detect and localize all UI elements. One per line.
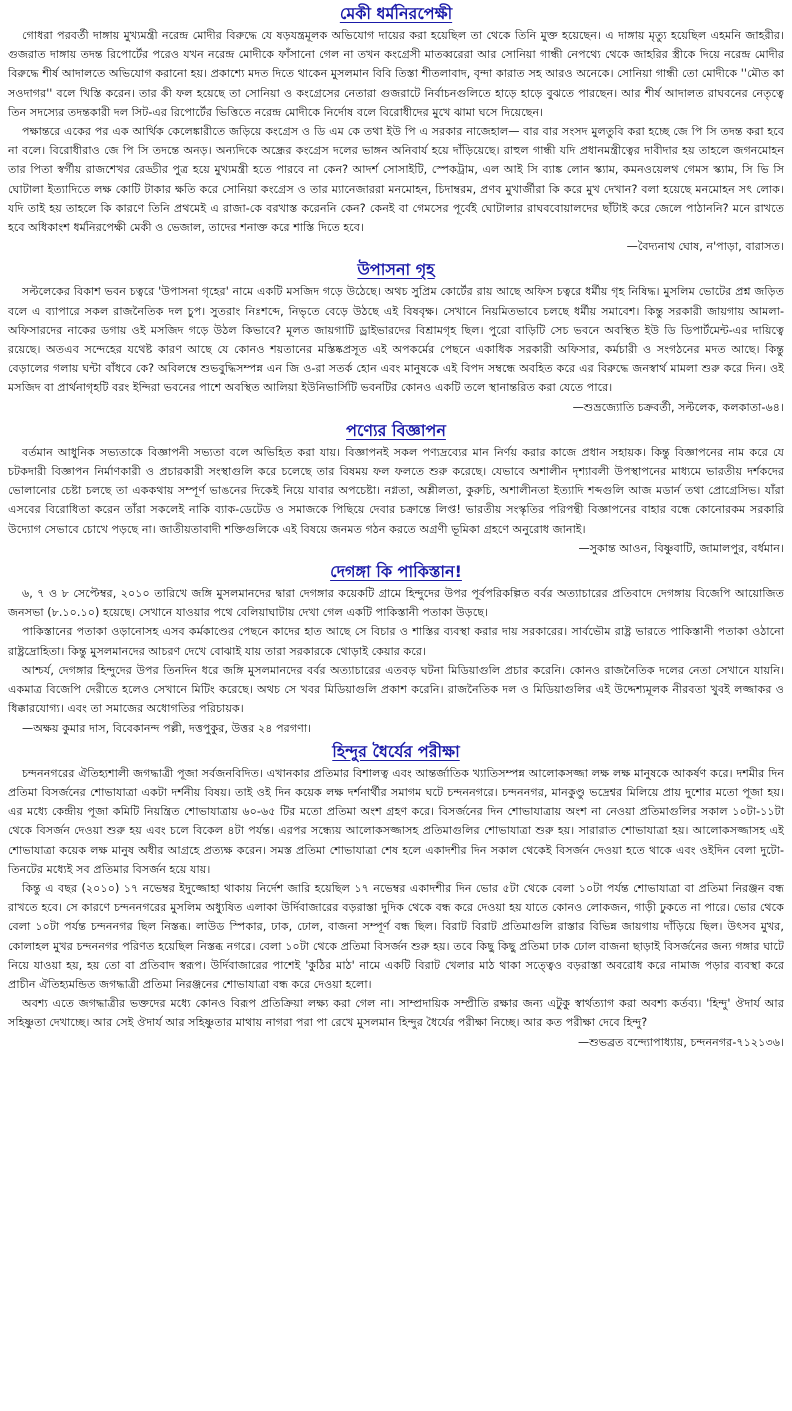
letter-signature: —শুভব্রত বন্দ্যোপাধ্যায়, চন্দননগর-৭১২১৩৬। [577,1035,784,1049]
letter-paragraph: চন্দননগরের ঐতিহ্যশালী জগদ্ধাত্রী পূজা সর্বজনবিদিত। এখানকার প্রতিমার বিশালত্ব এবং আন্তর্জাতিক খ্যাতিসম্পন্ন আলোকসজ্জা লক্ষ লক্ষ মানুষকে আকর্ষণ করে। দশমীর দিন প্রতিমা বিসর্জনের শোভাযাত্রা একটা দর্শনীয় বিষয়। তাই ওই দিন কয়েক লক্ষ দর্শনার্থীর সমাগম ঘটে চন্দননগরে। চন্দননগর, মানকুণ্ডু ভদ্রেশ্বর মিলিয়ে প্রায় দুশোর মতো পূজা হয়। এর মধ্যে কেন্দ্রীয় পূজা কমিটি নিয়ন্ত্রিত শোভাযাত্রায় ৬০-৬৫ টির মতো প্রতিমা অংশ গ্রহণ করে। বিসর্জনের দিন শোভাযাত্রায় অংশ না নেওয়া প্রতিমাগুলির সকাল ১০টা-১১টা থেকে বিসর্জন দেওয়া শুরু হয় এবং চলে বিকেল ৪টা পর্যন্ত। এরপর সন্ধ্যেয় আলোকসজ্জাসহ প্রতিমাগুলির শোভাযাত্রা শুরু হয়। সারারাত শোভাযাত্রা হয়। আলোকসজ্জাসহ এই শোভাযাত্রা কয়েক লক্ষ মানুষ অধীর আগ্রহে প্রত্যক্ষ করেন। সমস্ত প্রতিমা শোভাযাত্রা শেষ হলে একাদশীর দিন সকাল থেকেই বিসর্জন দেওয়া হতে থাকে এবং ওইদিন বেলা দুটো-তিনটের মধ্যেই সব প্রতিমার বিসর্জন হয়ে যায়। [8,766,784,876]
letter-signature: —অক্ষয় কুমার দাস, বিবেকানন্দ পল্লী, দত্তপুকুর, উত্তর ২৪ পরগণা। [22,721,312,735]
letter-paragraph: পক্ষান্তরে একের পর এক আর্থিক কেলেঙ্কারীতে জড়িয়ে কংগ্রেস ও ডি এম কে তথা ইউ পি এ সরকার নাজেহাল— বার বার সংসদ মুলতুবি করা হচ্ছে জে পি সি তদন্ত করা হবে না বলে। বিরোধীরাও জে পি সি তদন্তে অনড়। অন্যদিকে অন্ধ্রের কংগ্রেস দলের ভাঙ্গন অনিবার্য হয়ে দাঁড়িয়েছে। রাহুল গান্ধী যদি প্রধানমন্ত্রীত্বের দাবীদার হয় তাহলে জগনমোহন তার পিতা স্বর্গীয় রাজশেখর রেড্ডীর পুত্র হয়ে মুখ্যমন্ত্রী হতে পারবে না কেন? আদর্শ সোসাইটি, স্পেকট্রাম, এল আই সি ব্যাঙ্ক লোন স্ক্যাম, কমনওয়েলথ গেমস স্ক্যাম, সি ভি সি ঘোটালা ইত্যাদিতে লক্ষ কোটি টাকার ক্ষতি করে সোনিয়া কংগ্রেস ও তার ম্যানেজাররা মনমোহন, চিদাম্বরম, প্রণব মুখার্জীরা কি করে মুখ দেখান? বলা হয়েছে মনমোহন সৎ লোক। যদি তাই হয় তাহলে কি কারণে তিনি প্রথমেই এ রাজা-কে বরখাস্ত করেননি কেন? কেনই বা গেমসের পূর্বেই ঘোটালার রাঘববোয়ালদের ছাঁটাই করে জেলে পাঠাননি? মনে রাখতে হবে অধিকাংশ ধর্মনিরপেক্ষী মেকী ও ভেজাল, তাদের শনাক্ত করে শাস্তি দিতে হবে। [8,125,784,235]
letter-signature: —বৈদ্যনাথ ঘোষ, ন'পাড়া, বারাসত। [626,240,784,254]
letter-paragraph: সল্টলেকের বিকাশ ভবন চত্বরে 'উপাসনা গৃহের' নামে একটি মসজিদ গড়ে উঠেছে। অথচ সুপ্রিম কোর্টের রায় আছে অফিস চত্বরে ধর্মীয় গৃহ নিষিদ্ধ। মুসলিম ভোটের প্রশ্ন জড়িত বলে এ ব্যাপারে সকল রাজনৈতিক দল চুপ। সুতরাং নিঃশব্দে, নিভৃতে বেড়ে উঠছে এই বিষবৃক্ষ। সেখানে নিয়মিতভাবে চলছে ধর্মীয় সমাবেশ। কিন্তু সরকারী জায়গায় আমলা-অফিসারদের নাকের ডগায় ওই মসজিদ গড়ে উঠল কিভাবে? মূলত জায়গাটি ড্রাইভারদের বিশ্রামগৃহ ছিল। পুরো বাড়িটি সেচ ভবনে অবস্থিত ইউ ডি ডিপার্টমেন্ট-এর দায়িত্বে রয়েছে। অতএব সন্দেহের যথেষ্ট কারণ আছে যে কোনও শয়তানের মস্তিষ্কপ্রসূত এই অপকর্মের পেছনে একাধিক সরকারী অফিসার, কর্মচারী ও সংগঠনের মদত আছে। কিন্তু বেড়ালের গলায় ঘন্টা বাঁধবে কে? অবিলম্বে শুভবুদ্ধিসম্পন্ন এন জি ও-রা সতর্ক হোন এবং মানুষকে এই বিপদ সম্বন্ধে অবহিত করে এর বিরুদ্ধে জনস্বার্থ মামলা শুরু করে দিন। ওই মসজিদ বা প্রার্থনাগৃহটি বরং ইন্দিরা ভবনের পাশে অবস্থিত আলিয়া ইউনিভার্সিটি ভবনটির কোনও একটি তলে স্থানান্তরিত করা যেতে পারে। [8,285,784,395]
letter-signature: —শুভ্রজ্যোতি চক্রবর্তী, সল্টলেক, কলকাতা-৬৪। [572,400,784,414]
letter-paragraph: গোধরা পরবর্তী দাঙ্গায় মুখ্যমন্ত্রী নরেন্দ্র মোদীর বিরুদ্ধে যে ষড়যন্ত্রমূলক অভিযোগ দায়ের করা হয়েছিল তা থেকে তিনি মুক্ত হয়েছেন। এ দাঙ্গায় মৃত্যু হয়েছিল এহমনি জাহরীর। গুজরাত দাঙ্গায় তদন্ত রিপোর্টের পরেও যখন নরেন্দ্র মোদীকে ফাঁসানো গেল না তখন কংগ্রেসী মাতব্বরেরা আর সোনিয়া গান্ধী নেপথ্যে থেকে জাহরির স্ত্রীকে দিয়ে নরেন্দ্র মোদীর বিরুদ্ধে শীর্ষ আদালতে অভিযোগ করানো হয়। প্রকাশ্যে মদত দিতে থাকেন মুসলমান বিবি তিস্তা শীতলাবাদ, বৃন্দা কারাত সহ আরও অনেকে। সোনিয়া গান্ধী তো মোদীকে ''মৌত কা সওদাগর'' বলে খিস্তি করেন। তার কী ফল হয়েছে তা সোনিয়া ও কংগ্রেসের নেতারা গুজরাটে নির্বাচনগুলিতে হাড়ে হাড়ে বুঝতে পারছেন। আর শীর্ষ আদালত রাঘবনের নেতৃত্বে তিন সদস্যের তদন্তকারী দল সিট-এর রিপোর্টের ভিত্তিতে নরেন্দ্র মোদীকে নির্দোষ বলে বিরোধীদের মুখে ঝামা ঘসে দিয়েছেন। [8,29,784,119]
letter-signature: —সুকান্ত আওন, বিষ্ণুবাটি, জামালপুর, বর্ধমান। [578,541,784,555]
letter-product-ads [8,421,784,558]
letter-paragraph: অবশ্য এতে জগদ্ধাত্রীর ভক্তদের মধ্যে কোনও বিরূপ প্রতিক্রিয়া লক্ষ্য করা গেল না। সাম্প্রদায়িক সম্প্রীতি রক্ষার জন্য এটুকু স্বার্থত্যাগ করা অবশ্য কর্তব্য। 'হিন্দু' ঔদার্য আর সহিষ্ণুতা দেখাচ্ছে। আর সেই ঔদার্য আর সহিষ্ণুতার মাথায় নাগরা পরা পা রেখে মুসলমান হিন্দুর ধৈর্যের পরীক্ষা নিচ্ছে। আর কত পরীক্ষা দেবে হিন্দু? [8,997,784,1030]
letter-title: উপাসনা গৃহ [357,260,435,280]
letter-paragraph: আশ্চর্য, দেগঙ্গার হিন্দুদের উপর তিনদিন ধরে জঙ্গি মুসলমানদের বর্বর অত্যাচারের এতবড় ঘটনা মিডিয়াগুলি প্রচার করেনি। কোনও রাজনৈতিক দলের নেতা সেখানে যায়নি। একমাত্র বিজেপি দেরীতে হলেও সেখানে মিটিং করেছে। অথচ সে খবর মিডিয়াগুলি প্রকাশ করেনি। রাজনৈতিক দল ও মিডিয়াগুলির এই উদ্দেশ্যমূলক নীরবতা খুবই লজ্জাকর ও ধিক্কারযোগ্য। এবং তা সমাজের অধোগতির পরিচায়ক। [8,663,784,716]
letter-title: হিন্দুর ধৈর্যের পরীক্ষা [332,741,460,761]
letter-paragraph: বর্তমান আধুনিক সভ্যতাকে বিজ্ঞাপনী সভ্যতা বলে অভিহিত করা যায়। বিজ্ঞাপনই সকল পণ্যদ্রব্যের মান নির্ণয় করার কাজে প্রধান সহায়ক। কিন্তু বিজ্ঞাপনের নাম করে যে চটকদারী বিজ্ঞাপন নির্মাণকারী ও প্রচারকারী সংস্থাগুলি করে চলেছে তার বিষময় ফল ফলতে শুরু করেছে। যেভাবে অশালীন দৃশ্যাবলী উপস্থাপনের মাধ্যমে ভারতীয় দর্শকদের ভোলানোর চেষ্টা চলছে তা এককথায় সম্পূর্ণ ভাঙনের দিকেই নিয়ে যাবার অপচেষ্টা। নগ্নতা, অশ্লীলতা, কুরুচি, অশালীনতা ইত্যাদি শব্দগুলি আজ মডার্ন তথা প্রোগ্রেসিভ। যাঁরা এসবের বিরোধিতা করেন তাঁরা সকলেই নাকি ব্যাক-ডেটেড ও সমাজকে পিছিয়ে দেবার চক্রান্তে লিপ্ত! ভারতীয় সংস্কৃতির পরিপন্থী বিজ্ঞাপনের বাহার বন্ধে কোনোরকম সরকারি উদ্যোগ সেভাবে চোখে পড়ছে না। জাতীয়তাবাদী শক্তিগুলিকে এই বিষয়ে জনমত গঠন করতে অগ্রণী ভূমিকা গ্রহণে অনুরোধ জানাই। [8,445,784,536]
letter-paragraph: ৬, ৭ ও ৮ সেপ্টেম্বর, ২০১০ তারিখে জঙ্গি মুসলমানদের দ্বারা দেগঙ্গার কয়েকটি গ্রামে হিন্দুদের উপর পূর্বপরিকল্পিত বর্বর অত্যাচারের প্রতিবাদে দেগঙ্গায় বিজেপি আয়োজিত জনসভা (৮.১০.১০) হয়েছে। সেখানে যাওয়ার পথে বেলিয়াঘাটায় দেখা গেল একটি পাকিস্তানী পতাকা উড়ছে। [8,587,784,620]
letter-paragraph: পাকিস্তানের পতাকা ওড়ানোসহ এসব কর্মকাণ্ডের পেছনে কাদের হাত আছে সে বিচার ও শাস্তির ব্যবস্থা করার দায় সরকারের। সার্বভৌম রাষ্ট্র ভারতে পাকিস্তানী পতাকা ওঠানো রাষ্ট্রদ্রোহিতা। কিন্তু মুসলমানদের আচরণ দেখে বোঝাই যায় তারা সরকারকে থোড়াই কেয়ার করে। [8,625,784,658]
letter-title: দেগঙ্গা কি পাকিস্তান! [330,562,462,582]
letter-paragraph: কিন্তু এ বছর (২০১০) ১৭ নভেম্বর ইদুজ্জোহা থাকায় নির্দেশ জারি হয়েছিল ১৭ নভেম্বর একাদশীর দিন ভোর ৫টা থেকে বেলা ১০টা পর্যন্ত শোভাযাত্রা বা প্রতিমা নিরঞ্জন বন্ধ রাখতে হবে। সে কারণে চন্দননগরের মুসলিম অধ্যুষিত এলাকা উর্দিবাজারের বড়রাস্তা দুদিক থেকে বন্ধ করে দেওয়া হয় যাতে কোনও লোকজন, গাড়ী ঢুকতে না পারে। ভোর থেকে বেলা ১০টা পর্যন্ত চন্দননগর ছিল নিস্তব্ধ। লাউড স্পিকার, ঢাক, ঢোল, বাজনা সম্পূর্ণ বন্ধ ছিল। বিরাট বিরাট প্রতিমাগুলি রাস্তার বিভিন্ন জায়গায় দাঁড়িয়ে ছিল। উৎসব মুখর, কোলাহল মুখর চন্দননগর পরিণত হয়েছিল নিস্তব্ধ নগরে। বেলা ১০টা থেকে প্রতিমা বিসর্জন শুরু হয়। তবে কিছু কিছু প্রতিমা ঢাক ঢোল বাজনা ছাড়াই বিসর্জনের জন্য গঙ্গার ঘাটে নিয়ে যাওয়া হয়, হয় তো বা প্রতিবাদ স্বরূপ। উর্দিবাজারের পাশেই 'কুঠির মাঠ' নামে একটি বিরাট খেলার মাঠ থাকা সত্ত্বেও বড়রাস্তা অবরোধ করে নামাজ পড়ার ব্যবস্থা করে প্রাচীন ঐতিহ্যমন্ডিত জগদ্ধাত্রী প্রতিমা নিরঞ্জনের শোভাযাত্রা বন্ধ করে দেওয়া হলো। [8,881,784,991]
letter-title: পণ্যের বিজ্ঞাপন [346,420,446,440]
letter-prayer-house [8,260,784,416]
letter-deganga [8,562,784,738]
letter-fake-secular [8,4,784,256]
letter-title: মেকী ধর্মনিরপেক্ষী [339,4,453,23]
letter-hindu-patience [8,742,784,1052]
